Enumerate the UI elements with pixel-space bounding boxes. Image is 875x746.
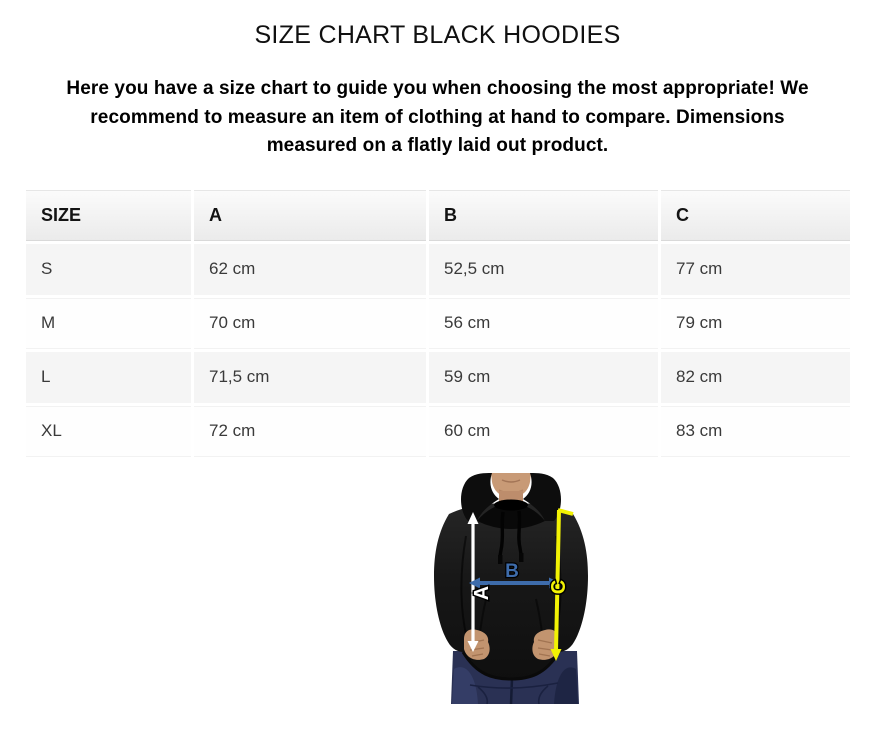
measurement-label-a: A	[471, 585, 493, 600]
table-cell: 71,5 cm	[194, 352, 426, 403]
table-header-row	[26, 190, 850, 241]
column-header-c: C	[661, 190, 850, 241]
table-cell: 59 cm	[429, 352, 658, 403]
hoodie-measurement-figure	[40, 473, 875, 704]
table-cell: M	[26, 298, 191, 349]
size-table	[23, 187, 853, 460]
table-cell: S	[26, 244, 191, 295]
table-cell: 56 cm	[429, 298, 658, 349]
table-cell: XL	[26, 406, 191, 457]
size-chart-page	[0, 21, 875, 704]
size-table-container	[23, 187, 853, 460]
measurement-label-c: C	[548, 579, 570, 594]
hoodie-illustration	[430, 473, 592, 704]
table-cell: 82 cm	[661, 352, 850, 403]
table-cell: L	[26, 352, 191, 403]
column-header-a: A	[194, 190, 426, 241]
measurement-label-b: B	[505, 560, 519, 582]
table-row-s	[26, 244, 850, 295]
intro-text: Here you have a size chart to guide you when choosing the most appropriate! We recommend to measure an item of clothing at hand to compare. Dimensions measured on a flatly laid out product.	[66, 78, 809, 156]
table-cell: 60 cm	[429, 406, 658, 457]
page-title: SIZE CHART BLACK HOODIES	[254, 21, 621, 49]
table-cell: 72 cm	[194, 406, 426, 457]
table-cell: 77 cm	[661, 244, 850, 295]
table-row-m	[26, 298, 850, 349]
table-cell: 70 cm	[194, 298, 426, 349]
table-cell: 79 cm	[661, 298, 850, 349]
table-row-xl	[26, 406, 850, 457]
table-row-l	[26, 352, 850, 403]
table-cell: 62 cm	[194, 244, 426, 295]
table-cell: 52,5 cm	[429, 244, 658, 295]
column-header-b: B	[429, 190, 658, 241]
column-header-size: SIZE	[26, 190, 191, 241]
table-cell: 83 cm	[661, 406, 850, 457]
